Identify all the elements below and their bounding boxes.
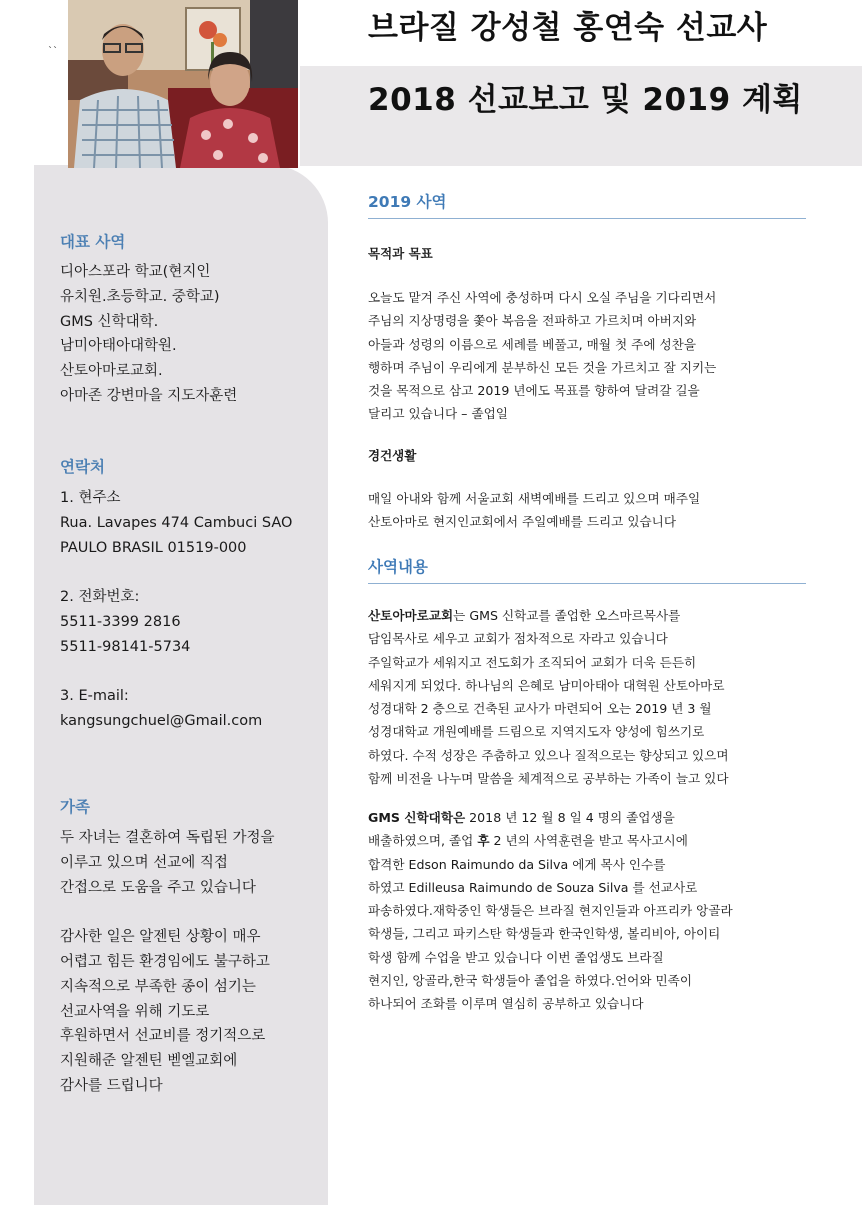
church-line: 성경대학교 개원예배를 드림으로 지역지도자 양성에 힘쓰기로 (368, 724, 705, 740)
family-line: 감사한 일은 알젠틴 상황이 매우 (60, 929, 261, 946)
title-line-2: 2018 선교보고 및 2019 계획 (368, 82, 803, 118)
church-line (368, 604, 818, 627)
stray-mark: `` (48, 46, 58, 57)
church-line: 세워지게 되었다. 하나님의 은혜로 남미아태아 대혁원 산토아마로 (368, 677, 725, 693)
purpose-line: 달리고 있습니다 – 졸업일 (368, 406, 508, 422)
seminary-line: 파송하였다.재학중인 학생들은 브라질 현지인들과 아프리카 앙골라 (368, 903, 733, 919)
family-line: 이루고 있으며 선교에 직접 (60, 854, 228, 871)
seminary-line (368, 806, 818, 829)
seminary-line: 학생들, 그리고 파키스탄 학생들과 한국인학생, 볼리비아, 아이티 (368, 926, 721, 942)
seminary-line: 하나되어 조화를 이루며 열심히 공부하고 있습니다 (368, 996, 644, 1012)
family-line: 두 자녀는 결혼하여 독립된 가정을 (60, 830, 275, 846)
family-line: 지원해준 알젠틴 벧엘교회에 (60, 1053, 238, 1070)
section-heading-ministry-content: 사역내용 (368, 555, 806, 584)
family-text (60, 826, 275, 1099)
contact-line: PAULO BRASIL 01519-000 (60, 539, 247, 556)
seminary-line-rest: 2018 년 12 월 8 일 4 명의 졸업생을 (465, 810, 675, 825)
contact-line: 5511-98141-5734 (60, 638, 191, 655)
seminary-line: 현지인, 앙골라,한국 학생들아 졸업을 하였다.언어와 민족이 (368, 973, 692, 989)
contact-line: Rua. Lavapes 474 Cambuci SAO (60, 514, 293, 531)
seminary-paragraph (368, 806, 818, 1016)
ministry-line: 유치원.초등학교. 중학교) (60, 288, 220, 305)
church-line: 하였다. 수적 성장은 주춤하고 있으나 질적으로는 향상되고 있으며 (368, 747, 729, 763)
ministry-line: 디아스포라 학교(현지인 (60, 264, 211, 280)
church-line: 함께 비전을 나누며 말씀을 체계적으로 공부하는 가족이 늘고 있다 (368, 771, 729, 787)
contact-line (60, 560, 292, 585)
ministry-line: 산토아마로교회. (60, 363, 163, 380)
seminary-line2-bold: 후 (477, 833, 490, 849)
family-line: 어렵고 힘든 환경임에도 불구하고 (60, 953, 270, 970)
seminary-line: 학생 함께 수업을 받고 있습니다 이번 졸업생도 브라질 (368, 949, 664, 965)
devotion-paragraph (368, 487, 818, 534)
devotion-subheading: 경건생활 (368, 448, 417, 463)
ministry-line: 남미아태아대학원. (60, 338, 177, 355)
purpose-line: 오늘도 맡겨 주신 사역에 충성하며 다시 오실 주님을 기다리면서 (368, 290, 717, 305)
church-line-rest: 는 GMS 신학교를 졸업한 오스마르목사를 (453, 608, 681, 623)
seminary-name: GMS 신학대학은 (368, 810, 466, 825)
purpose-line: 주님의 지상명령을 쫓아 복음을 전파하고 가르치며 아버지와 (368, 313, 697, 329)
section-heading-2019-ministry: 2019 사역 (368, 190, 806, 219)
church-line: 성경대학 2 층으로 건축된 교사가 마련되어 오는 2019 년 3 월 (368, 701, 712, 717)
family-line: 후원하면서 선교비를 정기적으로 (60, 1028, 266, 1045)
email-address: kangsungchuel@Gmail.com (60, 713, 263, 730)
contact-block (60, 486, 292, 734)
contact-line: 5511-3399 2816 (60, 613, 181, 630)
church-line: 담임목사로 세우고 교회가 점차적으로 자라고 있습니다 (368, 631, 668, 647)
devotion-line: 매일 아내와 함께 서울교회 새벽예배를 드리고 있으며 매주일 (368, 491, 701, 506)
photo-illustration (68, 0, 298, 168)
family-line: 감사를 드립니다 (60, 1077, 163, 1094)
ministry-list (60, 260, 237, 409)
contact-line: 1. 현주소 (60, 490, 121, 506)
ministry-line: 아마존 강변마을 지도자훈련 (60, 387, 238, 404)
church-paragraph (368, 604, 818, 790)
family-line: 지속적으로 부족한 종이 섬기는 (60, 978, 256, 995)
ministry-heading: 대표 사역 (60, 233, 126, 251)
purpose-paragraph (368, 286, 818, 426)
ministry-line: GMS 신학대학. (60, 313, 159, 330)
purpose-line: 행하며 주님이 우리에게 분부하신 모든 것을 가르치고 잘 지키는 (368, 359, 717, 375)
family-line: 선교사역을 위해 기도로 (60, 1003, 210, 1020)
seminary-line: 하였고 Edilleusa Raimundo de Souza Silva 를 선교사로 (368, 879, 698, 895)
seminary-line2-pre: 배출하였으며, 졸업 (368, 833, 478, 849)
title-line-1: 브라질 강성철 홍연숙 선교사 (368, 10, 768, 46)
family-heading: 가족 (60, 798, 90, 816)
church-name: 산토아마로교회 (368, 608, 454, 623)
purpose-line: 것을 목적으로 삼고 2019 년에도 목표를 향하여 달려갈 길을 (368, 383, 700, 399)
church-line: 주일학교가 세워지고 전도회가 조직되어 교회가 더욱 든든히 (368, 654, 697, 670)
contact-line: 3. E-mail: (60, 688, 129, 705)
contact-line: 2. 전화번호: (60, 589, 140, 606)
missionary-couple-photo (68, 0, 298, 168)
contact-line (60, 660, 292, 685)
seminary-line2-post: 2 년의 사역훈련을 받고 목사고시에 (489, 833, 688, 849)
seminary-line: 합격한 Edson Raimundo da Silva 에게 목사 인수를 (368, 856, 666, 872)
contact-heading: 연락처 (60, 458, 105, 476)
family-line: 간접으로 도움을 주고 있습니다 (60, 879, 256, 896)
devotion-line: 산토아마로 현지인교회에서 주일예배를 드리고 있습니다 (368, 514, 676, 530)
seminary-line (368, 829, 818, 852)
purpose-line: 아들과 성령의 이름으로 세례를 베풀고, 매월 첫 주에 성찬을 (368, 336, 697, 352)
family-line (60, 900, 275, 925)
purpose-subheading: 목적과 목표 (368, 246, 433, 261)
